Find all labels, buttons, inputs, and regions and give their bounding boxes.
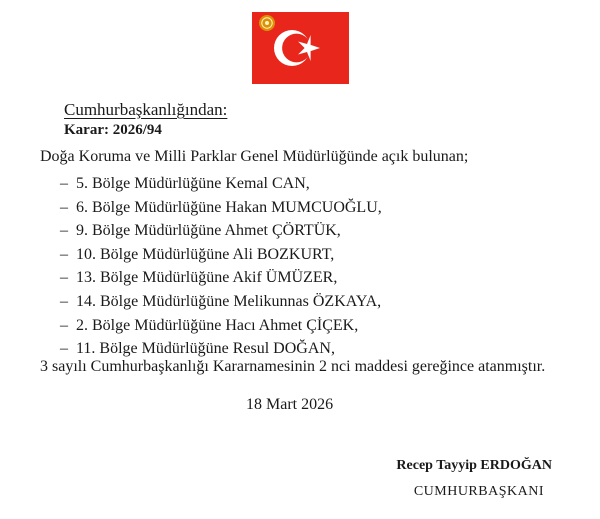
appointment-text: 5. Bölge Müdürlüğüne Kemal CAN, bbox=[76, 175, 310, 192]
decree-date: 18 Mart 2026 bbox=[246, 396, 334, 413]
appointment-text: 2. Bölge Müdürlüğüne Hacı Ahmet ÇİÇEK, bbox=[76, 316, 359, 334]
list-dash: – bbox=[60, 245, 68, 263]
list-item bbox=[60, 290, 382, 314]
signatory-name: Recep Tayyip ERDOĞAN bbox=[396, 458, 552, 473]
list-item bbox=[60, 172, 382, 196]
list-item bbox=[60, 243, 382, 267]
appointment-text: 6. Bölge Müdürlüğüne Hakan MUMCUOĞLU, bbox=[76, 198, 382, 216]
intro-paragraph: Doğa Koruma ve Milli Parklar Genel Müdürlüğünde açık bulunan; bbox=[40, 148, 469, 165]
list-dash: – bbox=[60, 340, 68, 358]
presidential-seal-icon bbox=[258, 14, 276, 32]
appointment-text: 9. Bölge Müdürlüğüne Ahmet ÇÖRTÜK, bbox=[76, 222, 341, 240]
list-item bbox=[60, 196, 382, 220]
list-item bbox=[60, 314, 382, 338]
appointment-text: 14. Bölge Müdürlüğüne Melikunnas ÖZKAYA, bbox=[76, 292, 382, 310]
list-dash: – bbox=[60, 222, 68, 240]
signatory-title: CUMHURBAŞKANI bbox=[413, 484, 544, 499]
closing-paragraph: 3 sayılı Cumhurbaşkanlığı Kararnamesinin 2 nci maddesi gereğince atanmıştır. bbox=[40, 358, 546, 375]
issuer-heading: Cumhurbaşkanlığından: bbox=[64, 100, 228, 119]
appointment-list bbox=[60, 172, 382, 361]
list-item bbox=[60, 266, 382, 290]
decision-number: Karar: 2026/94 bbox=[64, 122, 162, 138]
list-item bbox=[60, 219, 382, 243]
appointment-text: 10. Bölge Müdürlüğüne Ali BOZKURT, bbox=[76, 245, 335, 263]
list-dash: – bbox=[60, 269, 68, 287]
list-dash: – bbox=[60, 198, 68, 216]
list-dash: – bbox=[60, 316, 68, 334]
appointment-text: 13. Bölge Müdürlüğüne Akif ÜMÜZER, bbox=[76, 269, 338, 287]
list-dash: – bbox=[60, 292, 68, 310]
list-dash: – bbox=[60, 175, 68, 192]
appointment-text: 11. Bölge Müdürlüğüne Resul DOĞAN, bbox=[76, 340, 335, 358]
